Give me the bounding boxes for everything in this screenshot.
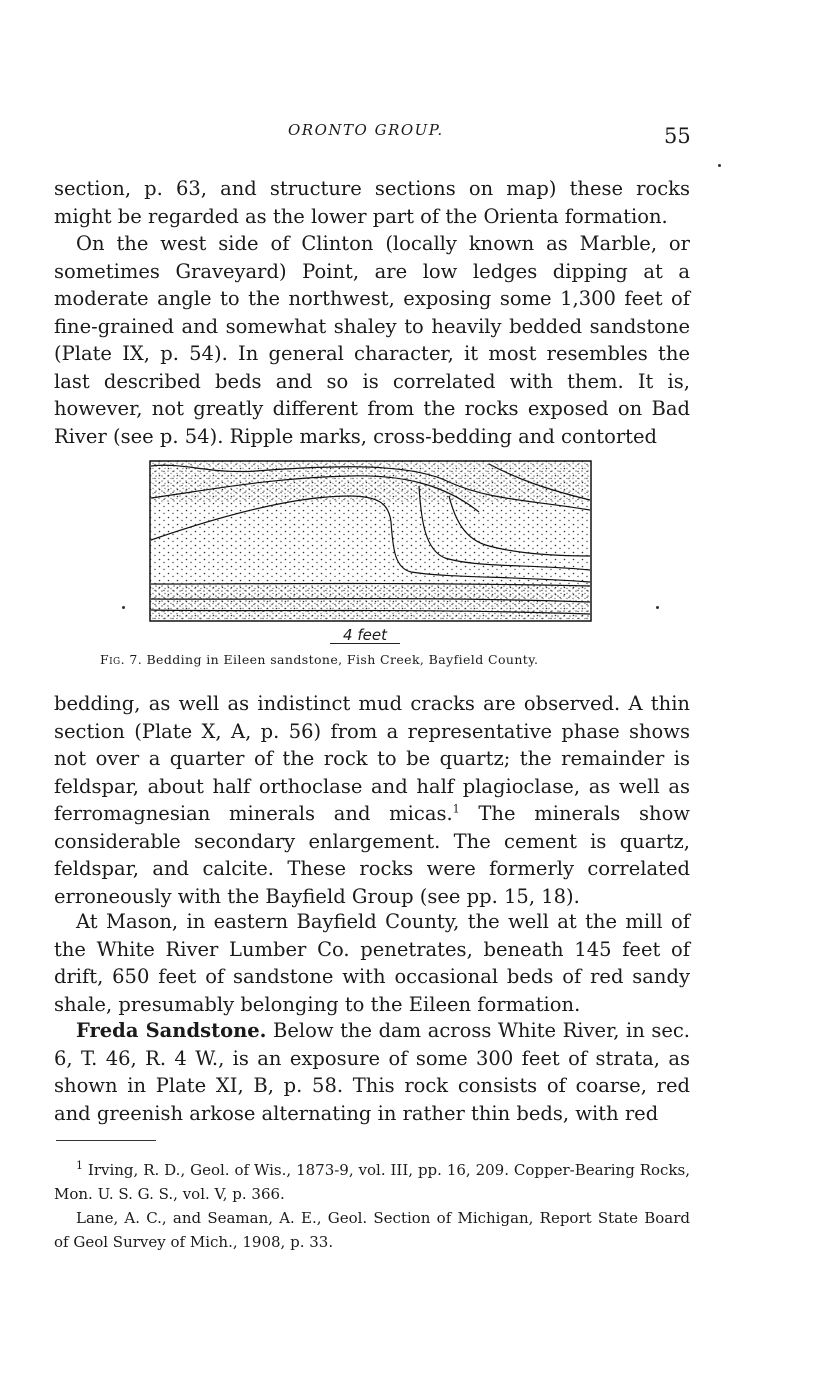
figure-caption-label: Fig. 7. [100, 652, 143, 667]
footnote-irving [54, 1154, 690, 1206]
paragraph-clinton-point: On the west side of Clinton (locally known as Marble, or sometimes Graveyard) Point, are low ledges dipping at a moderate angle to the northwest, exposing some 1,300 feet of fine-grained and somewhat shaley to heavily bedded sandstone (Plate IX, p. 54). In general character, it most resembles the last described beds and so is correlated with them. It is, however, not greatly different from the rocks exposed on Bad River (see p. 54). Ripple marks, cross-bedding and contorted [54, 232, 690, 448]
paragraph-freda [54, 1017, 690, 1127]
scale-bar-label: 4 feet [330, 627, 400, 644]
print-speck [656, 606, 659, 609]
paragraph-bedding-text-2: The minerals show considerable secondary enlargement. The cement is quartz, feldspar, and calcite. These rocks were formerly correlated erroneously with the Bayfield Group (see pp. 15, 18). [54, 802, 690, 908]
page-number: 55 [664, 124, 691, 148]
paragraph-bedding-text: bedding, as well as indistinct mud cracks are observed. A thin section (Plate X, A, p. 56) from a representative phase shows not over a quarter of the rock to be quartz; the remainder is feldspar, about half orthoclase and half plagioclase, as well as ferromagnesian minerals and micas. [54, 692, 690, 825]
footnote-mark: 1 [76, 1159, 83, 1172]
print-speck [718, 164, 721, 167]
running-head: ORONTO GROUP. [288, 121, 444, 139]
figure-caption-text: Bedding in Eileen sandstone, Fish Creek, Bayfield County. [142, 652, 539, 667]
paragraph-bedding [54, 690, 690, 910]
footnote-lane: Lane, A. C., and Seaman, A. E., Geol. Section of Michigan, Report State Board of Geol Survey of Mich., 1908, p. 33. [54, 1209, 690, 1251]
paragraph-continuation: section, p. 63, and structure sections on map) these rocks might be regarded as the lower part of the Orienta formation. [54, 177, 690, 228]
footnote-rule [56, 1140, 156, 1141]
footnote-reference: 1 [452, 802, 460, 816]
section-heading-freda: Freda Sandstone. [76, 1019, 267, 1042]
paragraph-mason: At Mason, in eastern Bayfield County, the well at the mill of the White River Lumber Co. penetrates, beneath 145 feet of drift, 650 feet of sandstone with occasional beds of red sandy shale, presumably belonging to the Eileen formation. [54, 910, 690, 1016]
figure-caption [100, 652, 660, 667]
paragraph-freda-text: Below the dam across White River, in sec. 6, T. 46, R. 4 W., is an exposure of some 300 feet of strata, as shown in Plate XI, B, p. 58. This rock consists of coarse, red and greenish arkose alternating in rather thin beds, with red [54, 1019, 691, 1125]
footnote-irving-text: Irving, R. D., Geol. of Wis., 1873-9, vol. III, pp. 16, 209. Copper-Bearing Rocks, Mon. U. S. G. S., vol. V, p. 366. [54, 1161, 690, 1203]
print-speck [122, 606, 125, 609]
bedding-figure [149, 460, 592, 622]
